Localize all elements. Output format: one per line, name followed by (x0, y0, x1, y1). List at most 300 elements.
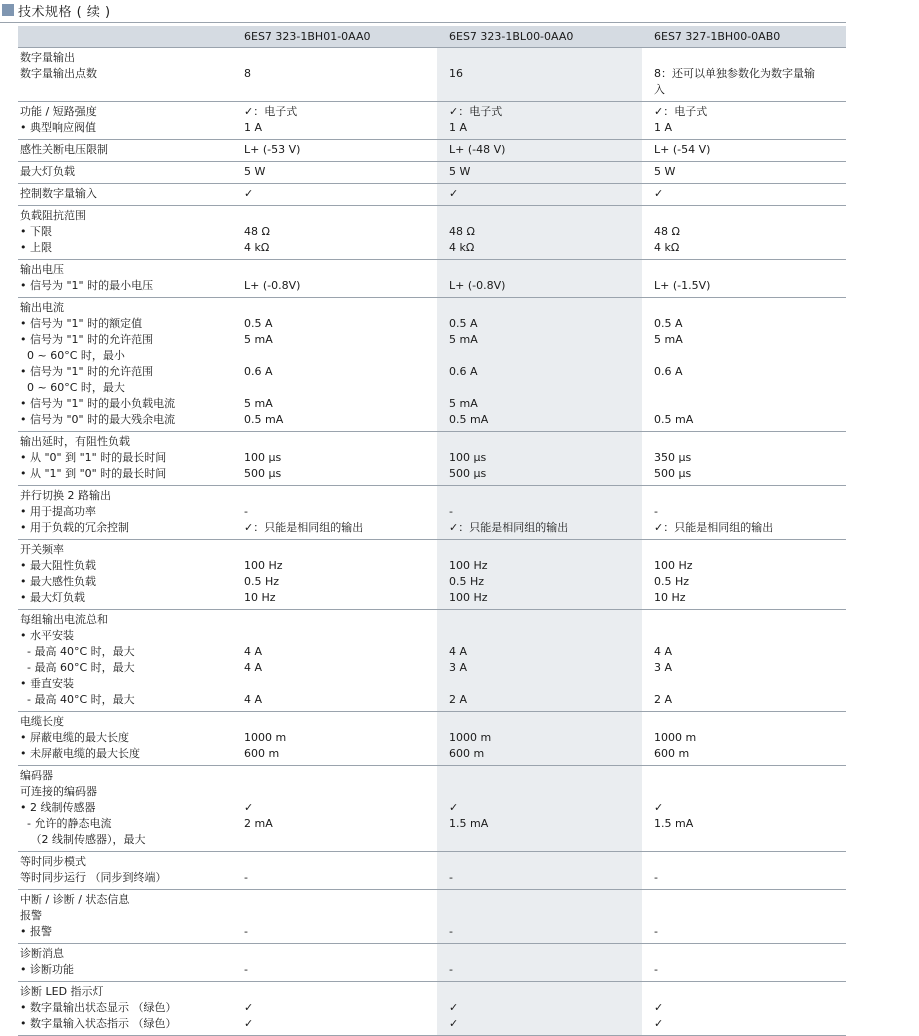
spec-value-line: 0.5 mA (654, 413, 694, 426)
spec-label-line: - 最高 40°C 时，最大 (20, 693, 135, 706)
spec-label-cell (18, 610, 232, 712)
table-row (18, 162, 846, 184)
spec-label-line: • 数字量输入状态指示 （绿色） (20, 1017, 177, 1030)
spec-value-line (654, 488, 846, 504)
spec-value-line (449, 348, 642, 364)
spec-value-line (449, 676, 642, 692)
spec-value-line (654, 380, 846, 396)
spec-value-line (654, 262, 846, 278)
spec-value-line: 4 A (244, 693, 263, 706)
spec-value-line: ✓ (244, 1001, 254, 1014)
spec-value-line (449, 380, 642, 396)
spec-value-line: 0.6 A (244, 365, 273, 378)
spec-label-cell (18, 852, 232, 890)
spec-value-cell (437, 140, 642, 162)
spec-value-cell (232, 766, 437, 852)
spec-value-line: 4 A (244, 645, 263, 658)
table-row (18, 184, 846, 206)
spec-value-line: - (244, 505, 248, 518)
spec-value-line (449, 892, 642, 908)
spec-value-line: 4 A (244, 661, 263, 674)
spec-value-line: 5 W (654, 165, 676, 178)
spec-label-line: • 上限 (20, 241, 52, 254)
spec-label-line: • 从 "0" 到 "1" 时的最长时间 (20, 451, 167, 464)
spec-value-line: 5 mA (654, 333, 683, 346)
spec-value-line: L+ (-48 V) (449, 143, 506, 156)
spec-value-line: 3 A (654, 661, 673, 674)
spec-value-line: 10 Hz (654, 591, 686, 604)
spec-value-line: 48 Ω (654, 225, 680, 238)
spec-value-line: ✓ (244, 187, 254, 200)
spec-value-line: ✓ (244, 1017, 254, 1030)
spec-label-cell (18, 140, 232, 162)
table-row (18, 206, 846, 260)
spec-label-line: 最大灯负载 (20, 165, 75, 178)
spec-value-line: 500 µs (654, 467, 692, 480)
spec-value-line: L+ (-0.8V) (244, 279, 301, 292)
spec-value-cell (437, 766, 642, 852)
spec-value-line: - (244, 871, 248, 884)
spec-value-line: - (244, 963, 248, 976)
spec-value-line: - (654, 963, 658, 976)
spec-value-line (449, 784, 642, 800)
spec-value-line: ✓：只能是相同组的输出 (244, 521, 364, 534)
spec-value-line (449, 300, 642, 316)
spec-value-cell (437, 48, 642, 102)
spec-label-line: 控制数字量输入 (20, 187, 97, 200)
spec-label-line: （2 线制传感器），最大 (20, 833, 146, 846)
spec-label-line: • 诊断功能 (20, 963, 74, 976)
spec-value-line: 100 µs (244, 451, 282, 464)
spec-label-line: 开关频率 (20, 543, 64, 556)
spec-value-line (654, 714, 846, 730)
spec-value-line (244, 768, 437, 784)
spec-value-line: - (244, 925, 248, 938)
spec-label-line: 每组输出电流总和 (20, 613, 108, 626)
section-title-text: 技术规格 ( 续 ) (18, 4, 111, 20)
spec-label-cell (18, 162, 232, 184)
spec-label-cell (18, 432, 232, 486)
spec-label-cell (18, 184, 232, 206)
spec-value-line (654, 854, 846, 870)
spec-value-line: 0.6 A (449, 365, 478, 378)
spec-value-line (654, 676, 846, 692)
spec-value-line (654, 908, 846, 924)
spec-value-cell (232, 432, 437, 486)
spec-value-line: 100 Hz (449, 591, 488, 604)
spec-value-line: 100 Hz (244, 559, 283, 572)
spec-label-line: • 用于负载的冗余控制 (20, 521, 129, 534)
spec-label-cell (18, 48, 232, 102)
spec-value-line (449, 628, 642, 644)
spec-value-cell (642, 852, 846, 890)
spec-label-line: 数字量输出 (20, 51, 75, 64)
spec-label-cell (18, 982, 232, 1036)
spec-value-line: 2 mA (244, 817, 273, 830)
spec-value-line (449, 908, 642, 924)
spec-value-line: 5 mA (244, 333, 273, 346)
spec-value-line: 5 mA (449, 397, 478, 410)
spec-value-line (449, 832, 642, 848)
spec-value-cell (642, 140, 846, 162)
spec-value-line: 0.5 mA (244, 413, 284, 426)
spec-label-line: 感性关断电压限制 (20, 143, 108, 156)
spec-value-line (449, 854, 642, 870)
spec-value-line: ✓ (654, 801, 664, 814)
spec-label-line: - 最高 40°C 时，最大 (20, 645, 135, 658)
spec-value-line: 1 A (654, 121, 673, 134)
spec-value-cell (642, 184, 846, 206)
spec-value-line: 1000 m (244, 731, 287, 744)
table-row (18, 852, 846, 890)
spec-value-line: - (654, 925, 658, 938)
spec-label-cell (18, 260, 232, 298)
spec-value-cell (437, 102, 642, 140)
spec-label-line: • 最大感性负载 (20, 575, 96, 588)
spec-label-line: • 从 "1" 到 "0" 时的最长时间 (20, 467, 167, 480)
spec-value-line (449, 946, 642, 962)
spec-value-line (449, 262, 642, 278)
spec-value-line (654, 784, 846, 800)
spec-value-cell (437, 206, 642, 260)
spec-value-line: - (449, 505, 453, 518)
spec-value-line: 8 (244, 67, 251, 80)
spec-value-line: 0.5 Hz (244, 575, 280, 588)
spec-label-line: 输出电压 (20, 263, 64, 276)
spec-value-line: 5 mA (244, 397, 273, 410)
spec-body (18, 48, 846, 1036)
spec-value-line: 100 Hz (449, 559, 488, 572)
spec-value-line: 8：还可以单独参数化为数字量输 (654, 67, 815, 80)
spec-value-cell (437, 890, 642, 944)
spec-label-cell (18, 890, 232, 944)
spec-value-line: - (654, 871, 658, 884)
spec-value-line (244, 984, 437, 1000)
spec-label-line: • 最大阻性负载 (20, 559, 96, 572)
spec-value-line: 1 A (244, 121, 263, 134)
spec-value-line: ✓ (449, 801, 459, 814)
spec-value-cell (437, 852, 642, 890)
spec-label-line: 0 ~ 60°C 时，最小 (20, 349, 125, 362)
spec-value-cell (437, 712, 642, 766)
spec-label-line: 0 ~ 60°C 时，最大 (20, 381, 125, 394)
title-divider (0, 22, 846, 23)
table-row (18, 982, 846, 1036)
spec-value-line: 4 A (449, 645, 468, 658)
table-row (18, 610, 846, 712)
spec-label-line: • 用于提高功率 (20, 505, 96, 518)
spec-value-line (654, 946, 846, 962)
spec-value-line: 100 µs (449, 451, 487, 464)
spec-value-line (244, 676, 437, 692)
spec-value-cell (437, 184, 642, 206)
spec-value-cell (642, 540, 846, 610)
spec-label-line: • 报警 (20, 925, 52, 938)
spec-value-line (449, 434, 642, 450)
spec-value-line: ✓：只能是相同组的输出 (449, 521, 569, 534)
spec-value-cell (437, 298, 642, 432)
header-row (18, 26, 846, 48)
spec-label-line: • 信号为 "1" 时的最小负载电流 (20, 397, 176, 410)
spec-value-cell (232, 486, 437, 540)
spec-value-cell (232, 540, 437, 610)
spec-value-line: 0.5 Hz (449, 575, 485, 588)
spec-value-line: 4 kΩ (244, 241, 270, 254)
spec-value-line: ✓ (449, 1017, 459, 1030)
spec-value-line (244, 908, 437, 924)
table-row (18, 944, 846, 982)
spec-value-line: 2 A (449, 693, 468, 706)
spec-value-cell (232, 184, 437, 206)
spec-label-line: • 典型响应阀值 (20, 121, 96, 134)
spec-label-line: • 下限 (20, 225, 52, 238)
spec-value-cell (642, 610, 846, 712)
spec-value-cell (437, 432, 642, 486)
spec-value-line: 0.5 mA (449, 413, 489, 426)
spec-value-cell (642, 206, 846, 260)
spec-label-line: 中断 / 诊断 / 状态信息 (20, 893, 130, 906)
spec-value-cell (232, 206, 437, 260)
spec-value-cell (232, 852, 437, 890)
spec-label-cell (18, 206, 232, 260)
table-row (18, 140, 846, 162)
spec-value-line: ✓ (654, 1001, 664, 1014)
spec-label-line: 诊断 LED 指示灯 (20, 985, 104, 998)
spec-label-line: • 水平安装 (20, 629, 74, 642)
spec-value-cell (232, 260, 437, 298)
spec-value-cell (232, 140, 437, 162)
spec-value-line (244, 380, 437, 396)
spec-value-line: 350 µs (654, 451, 692, 464)
spec-value-line (654, 628, 846, 644)
spec-label-line: 负载阻抗范围 (20, 209, 86, 222)
spec-value-line (449, 488, 642, 504)
spec-value-cell (437, 982, 642, 1036)
spec-label-line: • 信号为 "1" 时的允许范围 (20, 333, 154, 346)
spec-value-cell (642, 486, 846, 540)
spec-value-cell (642, 102, 846, 140)
spec-value-line (654, 892, 846, 908)
spec-value-line: - (449, 871, 453, 884)
spec-label-line: 电缆长度 (20, 715, 64, 728)
spec-value-line: 0.5 A (244, 317, 273, 330)
spec-value-line (654, 612, 846, 628)
spec-value-cell (232, 890, 437, 944)
spec-label-line: • 信号为 "0" 时的最大残余电流 (20, 413, 176, 426)
spec-value-cell (642, 432, 846, 486)
spec-value-line (449, 542, 642, 558)
spec-value-line: 600 m (244, 747, 280, 760)
spec-value-line: 1 A (449, 121, 468, 134)
spec-value-line (449, 768, 642, 784)
spec-value-line: 0.5 A (654, 317, 683, 330)
spec-value-cell (642, 162, 846, 184)
spec-value-line (244, 488, 437, 504)
spec-table (18, 26, 846, 1036)
spec-value-line: 1000 m (449, 731, 492, 744)
spec-value-line: L+ (-1.5V) (654, 279, 711, 292)
header-cell-label (18, 26, 232, 48)
spec-value-line (654, 50, 846, 66)
spec-value-cell (232, 48, 437, 102)
spec-value-line (449, 50, 642, 66)
spec-label-line: • 信号为 "1" 时的额定值 (20, 317, 143, 330)
spec-label-line: 编码器 (20, 769, 53, 782)
spec-value-line: 入 (654, 83, 665, 96)
spec-value-line: L+ (-53 V) (244, 143, 301, 156)
spec-value-line: ✓ (654, 187, 664, 200)
spec-value-cell (232, 982, 437, 1036)
spec-label-line: 可连接的编码器 (20, 785, 97, 798)
spec-value-line: 0.5 A (449, 317, 478, 330)
spec-value-line (244, 892, 437, 908)
spec-value-line (244, 434, 437, 450)
title-square-icon (2, 4, 14, 16)
spec-value-line: ✓：电子式 (449, 105, 503, 118)
spec-value-line: ✓：只能是相同组的输出 (654, 521, 774, 534)
spec-value-line (244, 612, 437, 628)
spec-value-line: 48 Ω (244, 225, 270, 238)
spec-value-cell (437, 162, 642, 184)
spec-value-line (244, 348, 437, 364)
spec-value-line (654, 434, 846, 450)
header-cell-model-1: 6ES7 323-1BH01-0AA0 (232, 26, 437, 48)
table-row (18, 766, 846, 852)
spec-label-line: 输出电流 (20, 301, 64, 314)
spec-label-line: • 垂直安装 (20, 677, 74, 690)
spec-value-cell (642, 982, 846, 1036)
spec-value-cell (642, 712, 846, 766)
spec-value-line: 3 A (449, 661, 468, 674)
spec-value-cell (642, 766, 846, 852)
spec-value-line: ✓ (654, 1017, 664, 1030)
spec-value-cell (437, 260, 642, 298)
spec-value-line (244, 946, 437, 962)
spec-value-line: 0.5 Hz (654, 575, 690, 588)
spec-value-line (244, 714, 437, 730)
spec-value-line: ✓：电子式 (654, 105, 708, 118)
spec-value-line (244, 542, 437, 558)
spec-value-line: 5 W (244, 165, 266, 178)
section-title (2, 0, 111, 20)
spec-value-line (654, 984, 846, 1000)
spec-value-line: 10 Hz (244, 591, 276, 604)
spec-value-cell (437, 486, 642, 540)
spec-value-cell (642, 944, 846, 982)
spec-value-line: 4 A (654, 645, 673, 658)
spec-value-line: 1.5 mA (449, 817, 489, 830)
spec-value-line: 4 kΩ (449, 241, 475, 254)
spec-value-cell (232, 102, 437, 140)
table-row (18, 298, 846, 432)
spec-value-line: L+ (-0.8V) (449, 279, 506, 292)
spec-value-cell (642, 48, 846, 102)
spec-value-line: 16 (449, 67, 463, 80)
spec-value-line (654, 300, 846, 316)
spec-label-cell (18, 486, 232, 540)
spec-value-line (244, 262, 437, 278)
spec-value-cell (437, 540, 642, 610)
spec-label-line: • 未屏蔽电缆的最大长度 (20, 747, 140, 760)
spec-label-line: • 信号为 "1" 时的允许范围 (20, 365, 154, 378)
spec-label-line: 报警 (20, 909, 42, 922)
spec-value-line: 1000 m (654, 731, 697, 744)
spec-label-line: - 允许的静态电流 (20, 817, 112, 830)
spec-label-line: • 最大灯负载 (20, 591, 85, 604)
spec-value-line: 1.5 mA (654, 817, 694, 830)
spec-value-line: 600 m (654, 747, 690, 760)
spec-value-line (244, 300, 437, 316)
spec-label-line: • 数字量输出状态显示 （绿色） (20, 1001, 177, 1014)
spec-value-line: L+ (-54 V) (654, 143, 711, 156)
spec-label-line: 等时同步运行 （同步到终端） (20, 871, 167, 884)
spec-label-line: • 屏蔽电缆的最大长度 (20, 731, 129, 744)
spec-value-line: 0.6 A (654, 365, 683, 378)
spec-label-line: 等时同步模式 (20, 855, 86, 868)
spec-value-cell (642, 890, 846, 944)
spec-value-line: ✓ (449, 1001, 459, 1014)
spec-value-line (654, 396, 846, 412)
spec-label-line: • 信号为 "1" 时的最小电压 (20, 279, 154, 292)
spec-value-line (244, 50, 437, 66)
spec-value-line: 2 A (654, 693, 673, 706)
spec-value-line (244, 832, 437, 848)
spec-value-line: ✓ (449, 187, 459, 200)
spec-value-line (654, 832, 846, 848)
table-row (18, 260, 846, 298)
spec-value-cell (232, 944, 437, 982)
spec-value-line (244, 208, 437, 224)
spec-value-line (244, 784, 437, 800)
spec-value-line: 48 Ω (449, 225, 475, 238)
spec-value-cell (232, 162, 437, 184)
spec-label-cell (18, 944, 232, 982)
spec-value-cell (232, 298, 437, 432)
spec-value-line: ✓：电子式 (244, 105, 298, 118)
table-row (18, 712, 846, 766)
spec-value-cell (232, 610, 437, 712)
spec-value-line (654, 348, 846, 364)
spec-value-line: - (449, 925, 453, 938)
spec-value-line: - (654, 505, 658, 518)
spec-label-cell (18, 712, 232, 766)
spec-label-line: 输出延时，有阻性负载 (20, 435, 130, 448)
spec-label-line: 功能 / 短路强度 (20, 105, 97, 118)
header-cell-model-2: 6ES7 323-1BL00-0AA0 (437, 26, 642, 48)
table-row (18, 48, 846, 102)
spec-value-line (654, 208, 846, 224)
spec-value-line: - (449, 963, 453, 976)
spec-label-cell (18, 766, 232, 852)
spec-value-line (449, 984, 642, 1000)
spec-label-cell (18, 102, 232, 140)
table-row (18, 432, 846, 486)
spec-value-line: 500 µs (244, 467, 282, 480)
spec-value-line: 5 W (449, 165, 471, 178)
table-row (18, 890, 846, 944)
spec-value-line (244, 854, 437, 870)
spec-value-line (449, 208, 642, 224)
spec-value-line (654, 542, 846, 558)
table-row (18, 540, 846, 610)
spec-value-line (449, 714, 642, 730)
spec-value-cell (437, 944, 642, 982)
spec-label-cell (18, 540, 232, 610)
spec-label-line: 诊断消息 (20, 947, 64, 960)
spec-value-line: 4 kΩ (654, 241, 680, 254)
spec-value-line (449, 612, 642, 628)
table-row (18, 486, 846, 540)
